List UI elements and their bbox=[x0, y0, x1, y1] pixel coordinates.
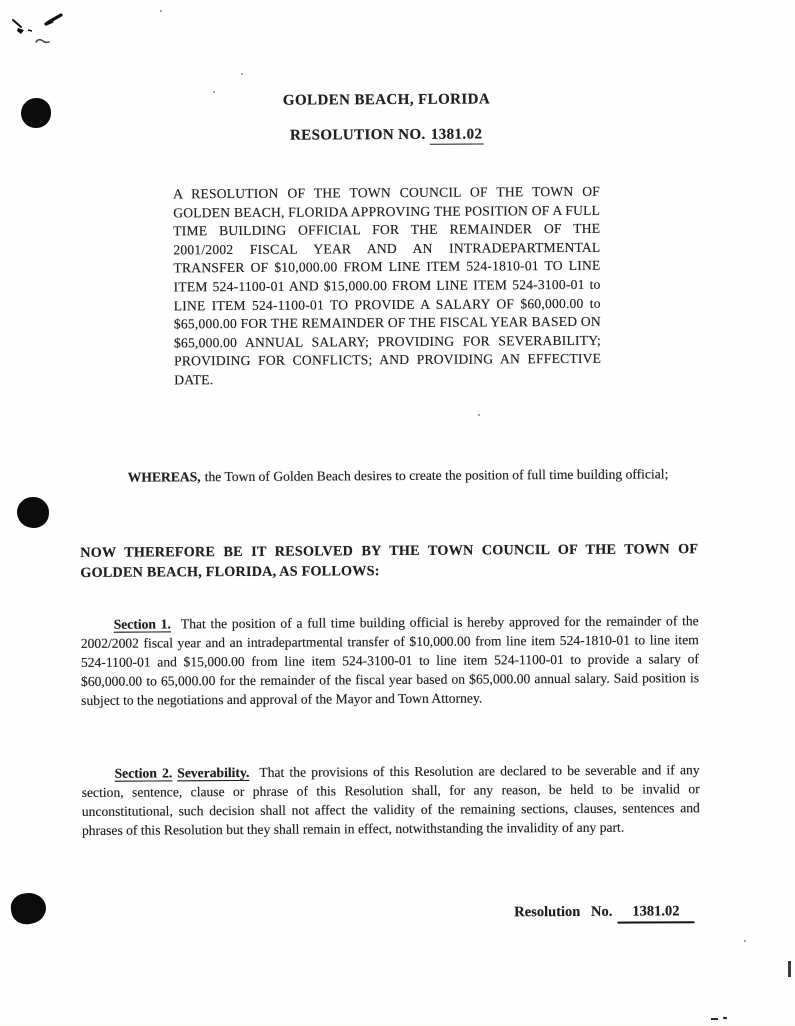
footer-resolution-value: 1381.02 bbox=[617, 903, 694, 923]
whereas-lead: WHEREAS, bbox=[127, 469, 201, 485]
section-2-heading: Section 2. bbox=[114, 765, 173, 781]
resolution-label: RESOLUTION NO. bbox=[289, 126, 426, 144]
section-1-body: That the position of a full time building official is hereby approved for the remainder of the 2002/2002 fiscal year and an intradepartmental transfer of $10,000.00 from line item 524-1810-01 to line item 524-1100-01 and $15,000.00 from line item 524-3100-01 to line item 524-1100-01 to provide a salary of $60,000.00 to 65,000.00 for the remainder of the fiscal year based on $65,000.00 annual salary. Said position is subject to the negotiations and approval of the Mayor and Town Attorney. bbox=[80, 613, 700, 708]
resolution-number-line bbox=[78, 125, 696, 146]
resolution-number: 1381.02 bbox=[430, 126, 484, 144]
footer-resolution-label: Resolution No. bbox=[514, 903, 613, 921]
whereas-clause bbox=[80, 464, 698, 487]
section-2-subheading: Severability. bbox=[177, 764, 250, 781]
section-2-body: That the provisions of this Resolution are declared to be severable and if any section, sentence, clause or phrase of this Resolution shall, for any reason, be held to be invalid or unconstitutional, such decision shall not affect the validity of the remaining sections, clauses, sentences and phrases of this Resolution but they shall remain in effect, notwithstanding the invalidity of any part. bbox=[81, 762, 700, 838]
whereas-text: the Town of Golden Beach desires to create the position of full time building official; bbox=[204, 466, 669, 485]
document-title: GOLDEN BEACH, FLORIDA bbox=[282, 91, 491, 109]
section-1-heading: Section 1. bbox=[113, 616, 171, 632]
section-1-paragraph bbox=[81, 611, 700, 710]
resolution-title-block: A RESOLUTION OF THE TOWN COUNCIL OF THE TOWN OF GOLDEN BEACH, FLORIDA APPROVING THE POSITION OF A FULL TIME BUILDING OFFICIAL FOR THE REMAINDER OF THE 2001/2002 FISCAL YEAR AND AN INTRADEPARTMENTAL TRANSFER OF $10,000.00 FROM LINE ITEM 524-1810-01 TO LINE ITEM 524-1100-01 AND $15,000.00 FROM LINE ITEM 524-3100-01 to LINE ITEM 524-1100-01 TO PROVIDE A SALARY OF $60,000.00 to $65,000.00 FOR THE REMAINDER OF THE FISCAL YEAR BASED ON $65,000.00 ANNUAL SALARY; PROVIDING FOR SEVERABILITY; PROVIDING FOR CONFLICTS; AND PROVIDING AN EFFECTIVE DATE. bbox=[173, 183, 602, 388]
footer-resolution-number bbox=[82, 903, 694, 927]
section-2-paragraph bbox=[82, 760, 700, 840]
resolved-clause: NOW THEREFORE BE IT RESOLVED BY THE TOWN COUNCIL OF THE TOWN OF GOLDEN BEACH, FLORIDA, AS FOLLOWS: bbox=[80, 541, 699, 581]
